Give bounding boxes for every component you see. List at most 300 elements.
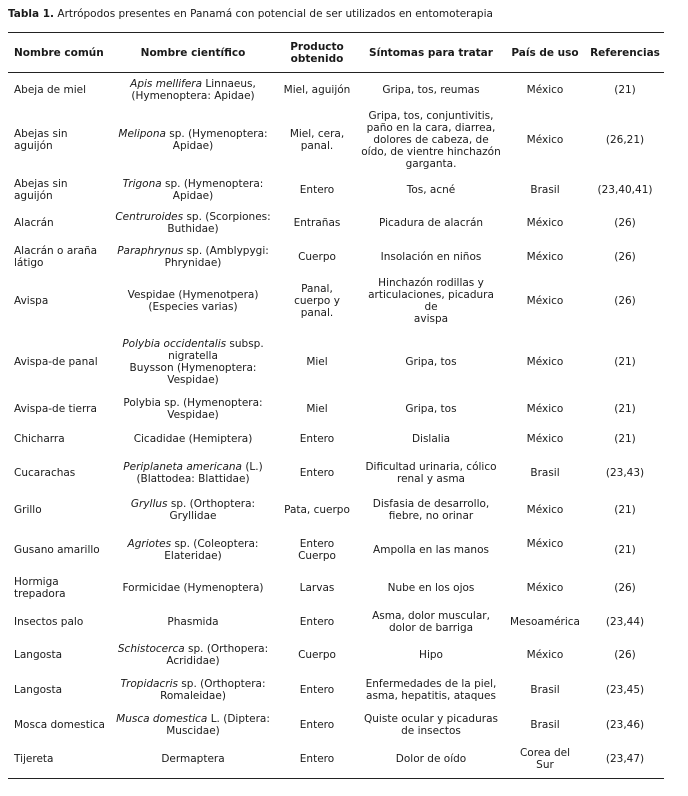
symptoms-line: de insectos [401,724,461,737]
references-line: (26,21) [605,133,645,146]
scientific-name-text: sp. (Hymenoptera: [165,127,268,140]
cell-symptoms [358,173,504,207]
symptoms-line: dolor de barriga [388,621,474,634]
symptoms-line: Tos, acné [406,183,456,196]
cell-product [276,491,358,529]
scientific-name-line [112,362,274,374]
cell-scientific-name [110,709,276,741]
cell-scientific-name [110,671,276,709]
cell-country [504,396,586,422]
header-product [276,33,358,73]
scientific-name-line [112,550,274,562]
cell-common-name [8,207,110,240]
cell-common-name [8,73,110,107]
cell-product [276,639,358,671]
scientific-name-italic: Apis mellifera [130,77,203,90]
table-row [8,709,664,741]
table-row [8,207,664,240]
cell-common-name [8,396,110,422]
common-name-line: aguijón [14,189,53,202]
scientific-name-line [112,582,274,594]
cell-common-name [8,741,110,779]
scientific-name-text: Acrididae) [166,654,220,667]
references-line: (23,40,41) [597,183,653,196]
cell-country [504,240,586,274]
scientific-name-line [112,211,274,223]
scientific-name-line [112,245,274,257]
scientific-name-line [112,498,274,510]
scientific-name-line [112,178,274,190]
scientific-name-text: Muscidae) [166,724,220,737]
cell-product [276,671,358,709]
header-references: Referencias [586,33,664,73]
cell-symptoms [358,639,504,671]
table-header-row [8,33,664,73]
country-line: Brasil [530,718,560,731]
table-row [8,605,664,639]
scientific-name-text: nigratella [168,349,218,362]
cell-symptoms [358,456,504,491]
table-row [8,240,664,274]
cell-product [276,173,358,207]
scientific-name-italic: Schistocerca [117,642,185,655]
arthropods-table [8,32,664,779]
cell-scientific-name [110,741,276,779]
product-line: Entero [299,615,335,628]
symptoms-line: Dislalia [411,432,451,445]
country-line: México [526,648,564,661]
scientific-name-italic: Centruroides [115,211,184,223]
cell-symptoms [358,328,504,396]
cell-country [504,456,586,491]
scientific-name-text: Apidae) [172,189,214,202]
cell-references [586,709,664,741]
scientific-name-line [112,409,274,421]
country-line: Brasil [530,683,560,696]
common-name-line: Langosta [14,683,63,696]
product-line: panal. [300,139,334,152]
scientific-name-italic: Periplaneta americana [123,461,242,473]
table-row [8,741,664,779]
references-line: (21) [614,83,636,96]
cell-scientific-name [110,491,276,529]
product-line: Miel [306,402,328,415]
scientific-name-text: sp. (Orthopera: [184,642,269,655]
table-row [8,107,664,173]
scientific-name-italic: Tropidacris [120,677,178,690]
scientific-name-line [112,338,274,350]
cell-symptoms [358,671,504,709]
references-line: (21) [614,503,636,516]
cell-symptoms [358,396,504,422]
cell-references [586,605,664,639]
cell-country [504,709,586,741]
product-line: Entero [299,467,335,479]
common-name-line: Abejas sin [14,127,68,140]
cell-symptoms [358,240,504,274]
scientific-name-line [112,643,274,655]
cell-symptoms [358,571,504,605]
cell-product [276,240,358,274]
scientific-name-text: Buthidae) [167,223,219,235]
scientific-name-text: sp. (Coleoptera: [171,537,259,550]
scientific-name-text: (Especies varias) [148,300,238,313]
country-line: México [526,537,564,550]
cell-country [504,529,586,571]
common-name-line: Cucarachas [14,467,76,479]
cell-scientific-name [110,639,276,671]
common-name-line: Chicharra [14,432,65,445]
cell-scientific-name [110,107,276,173]
symptoms-line: fiebre, no orinar [388,509,474,522]
scientific-name-text: Vespidae) [167,408,219,421]
scientific-name-line [112,725,274,737]
caption-text: Artrópodos presentes en Panamá con potencial de ser utilizados en entomoterapia [54,8,493,20]
common-name-line: Insectos palo [14,615,84,628]
country-line: México [526,581,564,594]
product-line: Entero [299,432,335,445]
symptoms-line: Hinchazón rodillas y [378,276,484,289]
cell-product [276,709,358,741]
product-line: Panal, [301,282,333,295]
cell-symptoms [358,274,504,328]
header-product-line: obtenido [290,52,344,65]
cell-product [276,456,358,491]
scientific-name-text: sp. (Scorpiones: [183,211,271,223]
cell-symptoms [358,207,504,240]
cell-country [504,671,586,709]
scientific-name-text: subsp. [226,337,264,350]
scientific-name-text: sp. (Amblypygi: [183,244,269,257]
country-line: México [526,432,564,445]
symptoms-line: oído, de vientre hinchazón [361,145,501,158]
cell-scientific-name [110,422,276,456]
scientific-name-line [112,538,274,550]
scientific-name-italic: Melipona [118,127,166,140]
cell-product [276,73,358,107]
common-name-line: Alacrán o araña [14,244,98,257]
cell-product [276,207,358,240]
cell-product [276,396,358,422]
references-line: (26) [614,217,636,229]
scientific-name-text: L. (Diptera: [207,712,270,725]
header-scientific-name: Nombre científico [110,33,276,73]
cell-common-name [8,422,110,456]
scientific-name-line [112,301,274,313]
cell-references [586,571,664,605]
table-row [8,274,664,328]
symptoms-line: paño en la cara, diarrea, [366,121,496,134]
country-line: México [526,294,564,307]
scientific-name-italic: Paraphrynus [117,244,184,257]
common-name-line: Alacrán [14,217,54,229]
scientific-name-line [112,128,274,140]
cell-common-name [8,274,110,328]
cell-country [504,207,586,240]
references-line: (21) [614,402,636,415]
cell-common-name [8,456,110,491]
references-line: (26) [614,648,636,661]
cell-scientific-name [110,240,276,274]
symptoms-line: Gripa, tos, conjuntivitis, [368,109,494,122]
scientific-name-line [112,655,274,667]
country-line [506,550,584,562]
cell-common-name [8,571,110,605]
product-line: Cuerpo [298,250,336,263]
scientific-name-line [112,690,274,702]
country-line: México [526,402,564,415]
scientific-name-line [112,473,274,485]
cell-references [586,671,664,709]
references-line: (23,47) [605,753,645,766]
cell-product [276,422,358,456]
symptoms-line: Picadura de alacrán [378,217,484,229]
table-row [8,491,664,529]
scientific-name-line [112,461,274,473]
cell-country [504,605,586,639]
product-line: Entero [299,183,335,196]
references-line: (26) [614,250,636,263]
scientific-name-line [112,616,274,628]
scientific-name-text: Phasmida [167,615,219,628]
symptoms-line: asma, hepatitis, ataques [366,689,496,702]
scientific-name-text: Romaleidae) [160,689,226,702]
header-product-line: Producto [290,40,344,53]
cell-scientific-name [110,173,276,207]
scientific-name-text: (L.) [241,461,263,473]
cell-symptoms [358,741,504,779]
product-line: Miel, cera, [289,127,345,140]
symptoms-line: Quiste ocular y picaduras [364,712,498,725]
symptoms-line: Nube en los ojos [387,581,475,594]
product-line: Cuerpo [298,549,336,562]
cell-references [586,240,664,274]
scientific-name-italic: Trigona [122,177,162,190]
caption-label: Tabla 1. [8,8,55,20]
cell-product [276,605,358,639]
cell-references [586,396,664,422]
cell-country [504,173,586,207]
references-line: (26) [614,581,636,594]
cell-symptoms [358,709,504,741]
scientific-name-text: Polybia sp. (Hymenoptera: [123,396,263,409]
cell-country [504,639,586,671]
references-line: (21) [614,543,636,556]
table-row [8,422,664,456]
cell-references [586,422,664,456]
scientific-name-line [112,78,274,90]
cell-country [504,107,586,173]
product-line: Pata, cuerpo [284,503,350,516]
cell-symptoms [358,529,504,571]
cell-common-name [8,328,110,396]
cell-product [276,274,358,328]
table-row [8,456,664,491]
cell-references [586,207,664,240]
table-row [8,639,664,671]
common-name-line: Grillo [14,503,42,516]
cell-country [504,274,586,328]
common-name-line: aguijón [14,139,53,152]
product-line: Entero [299,718,335,731]
scientific-name-line [112,289,274,301]
cell-country [504,571,586,605]
country-line: México [526,83,564,96]
scientific-name-text: Buysson (Hymenoptera: [129,361,257,374]
common-name-line: Avispa-de panal [14,355,98,368]
scientific-name-text: (Hymenoptera: Apidae) [131,89,255,102]
scientific-name-line [112,753,274,765]
cell-common-name [8,491,110,529]
symptoms-line: Gripa, tos [405,402,457,415]
cell-scientific-name [110,73,276,107]
cell-country [504,741,586,779]
scientific-name-italic: Polybia occidentalis [122,337,227,350]
common-name-line: Hormiga [14,575,59,588]
common-name-line: Abejas sin [14,177,68,190]
country-line: Mesoamérica [510,615,580,628]
scientific-name-text: Elateridae) [164,549,222,562]
cell-product [276,741,358,779]
cell-common-name [8,529,110,571]
scientific-name-text: (Blattodea: Blattidae) [136,473,250,485]
country-line: Corea del [519,747,571,760]
symptoms-line: Ampolla en las manos [373,543,489,556]
product-line: Entero [299,753,335,766]
cell-common-name [8,639,110,671]
symptoms-line: articulaciones, picadura de [368,288,494,313]
product-line: cuerpo y [294,294,340,307]
scientific-name-italic: Musca domestica [116,712,208,725]
scientific-name-text: Phrynidae) [164,256,222,269]
cell-product [276,107,358,173]
symptoms-line: renal y asma [396,473,465,485]
common-name-line: Gusano amarillo [14,543,100,556]
table-row [8,396,664,422]
table-body [8,73,664,779]
scientific-name-text: Apidae) [172,139,214,152]
symptoms-line: Dolor de oído [395,753,467,766]
cell-product [276,328,358,396]
common-name-line: Tijereta [14,753,54,766]
cell-references [586,173,664,207]
cell-scientific-name [110,605,276,639]
country-line: México [526,133,564,146]
cell-product [276,571,358,605]
symptoms-line: Insolación en niños [380,250,482,263]
scientific-name-line [112,190,274,202]
cell-symptoms [358,491,504,529]
table-row [8,529,664,571]
symptoms-line: Asma, dolor muscular, [372,609,490,622]
symptoms-line: avispa [413,312,449,325]
cell-product [276,529,358,571]
cell-symptoms [358,422,504,456]
cell-common-name [8,709,110,741]
country-line: Sur [536,759,554,772]
scientific-name-text: Linnaeus, [202,77,256,90]
product-line: Cuerpo [298,648,336,661]
cell-common-name [8,173,110,207]
scientific-name-italic: Agriotes [127,537,172,550]
header-common-name: Nombre común [8,33,110,73]
scientific-name-text: Vespidae (Hymenotpera) [127,288,259,301]
scientific-name-text: sp. (Orthoptera: [167,497,256,510]
cell-common-name [8,605,110,639]
scientific-name-text: Cicadidae (Hemiptera) [133,432,253,445]
common-name-line: trepadora [14,587,66,600]
scientific-name-line [112,510,274,522]
scientific-name-line [112,223,274,235]
table-row [8,571,664,605]
scientific-name-line [112,678,274,690]
product-line: Miel, aguijón [283,83,351,96]
cell-symptoms [358,73,504,107]
cell-references [586,491,664,529]
common-name-line: Avispa-de tierra [14,402,97,415]
scientific-name-line [112,713,274,725]
cell-references [586,328,664,396]
cell-scientific-name [110,529,276,571]
symptoms-line: garganta. [405,157,457,170]
header-country: País de uso [504,33,586,73]
references-line: (23,44) [605,615,645,628]
symptoms-line: Gripa, tos [405,355,457,368]
cell-common-name [8,671,110,709]
cell-scientific-name [110,207,276,240]
country-line: México [526,503,564,516]
cell-references [586,456,664,491]
references-line: (21) [614,355,636,368]
cell-country [504,491,586,529]
scientific-name-line [112,350,274,362]
cell-scientific-name [110,456,276,491]
header-symptoms: Síntomas para tratar [358,33,504,73]
cell-country [504,73,586,107]
table-row [8,671,664,709]
table-row [8,328,664,396]
common-name-line: Avispa [14,294,49,307]
scientific-name-line [112,140,274,152]
country-line: México [526,217,564,229]
cell-country [504,328,586,396]
references-line: (23,43) [605,467,645,479]
scientific-name-text: sp. (Orthoptera: [177,677,266,690]
common-name-line: Abeja de miel [14,83,86,96]
cell-scientific-name [110,396,276,422]
references-line: (21) [614,432,636,445]
common-name-line: Langosta [14,648,63,661]
references-line: (23,46) [605,718,645,731]
scientific-name-line [112,257,274,269]
symptoms-line: Gripa, tos, reumas [382,83,480,96]
symptoms-line: Disfasia de desarrollo, [372,497,490,510]
cell-references [586,73,664,107]
scientific-name-line [112,397,274,409]
cell-country [504,422,586,456]
cell-symptoms [358,605,504,639]
table-row [8,173,664,207]
cell-scientific-name [110,328,276,396]
cell-common-name [8,240,110,274]
symptoms-line: Enfermedades de la piel, [365,677,497,690]
scientific-name-line [112,433,274,445]
common-name-line: Mosca domestica [14,718,105,731]
scientific-name-line [112,90,274,102]
product-line: panal. [300,306,334,319]
country-line: Brasil [530,467,560,479]
cell-references [586,741,664,779]
